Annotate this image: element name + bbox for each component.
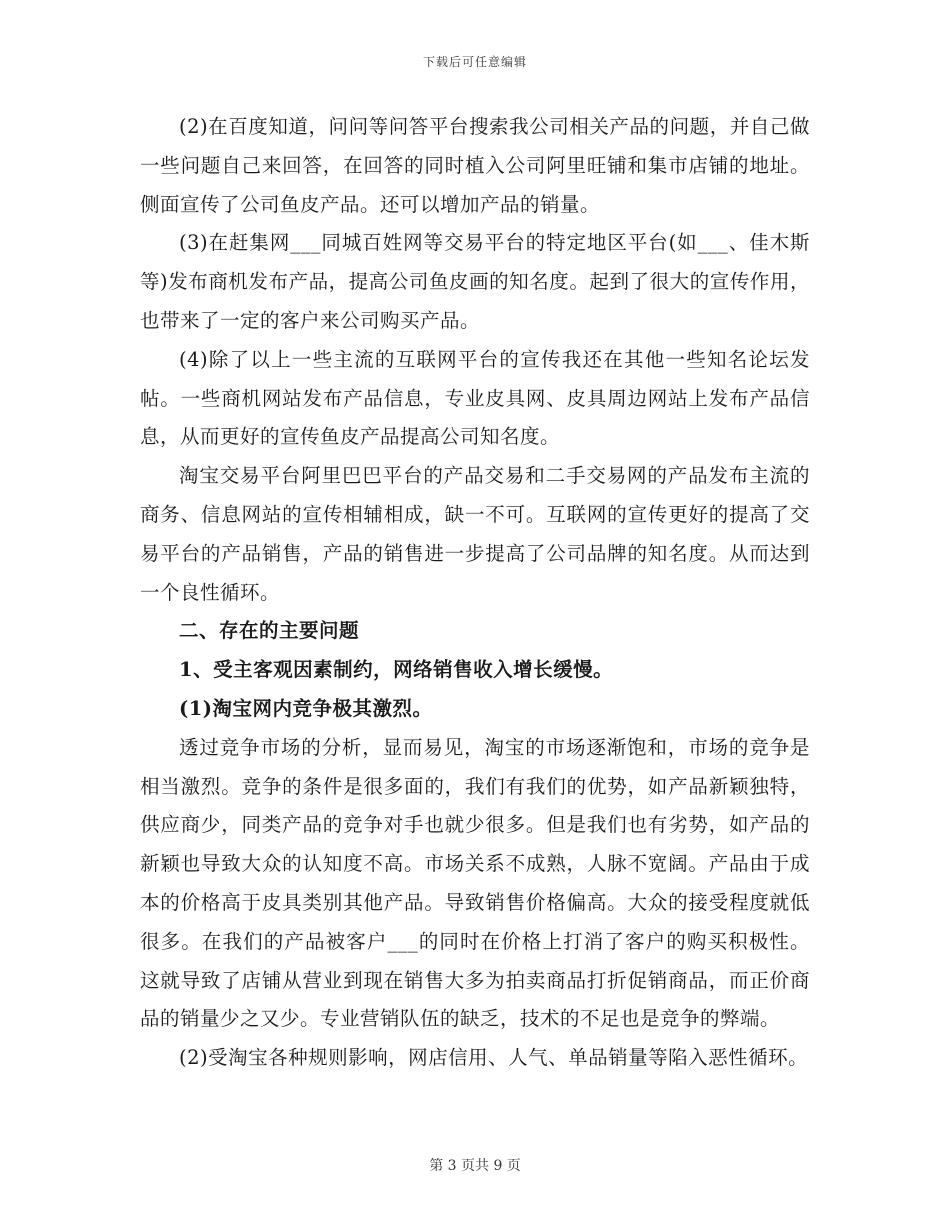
paragraph-forums: (4)除了以上一些主流的互联网平台的宣传我还在其他一些知名论坛发帖。一些商机网站发布产品信息，专业皮具网、皮具周边网站上发布产品信息，从而更好的宣传鱼皮产品提高公司知名度。 xyxy=(140,347,810,449)
section-heading-main-problems: 二、存在的主要问题 xyxy=(179,619,360,643)
subheading-taobao-competition: (1)淘宝网内竞争极其激烈。 xyxy=(179,696,433,720)
page-footer: 第 3 页共 9 页 xyxy=(429,1158,521,1174)
paragraph-ganji: (3)在赶集网___同城百姓网等交易平台的特定地区平台(如___、佳木斯等)发布商机发布产品，提高公司鱼皮画的知名度。起到了很大的宣传作用，也带来了一定的客户来公司购买产品。 xyxy=(140,231,810,332)
document-body xyxy=(140,108,810,1078)
paragraph-baidu-zhidao: (2)在百度知道，问问等问答平台搜索我公司相关产品的问题，并自己做一些问题自己来回答，在回答的同时植入公司阿里旺铺和集市店铺的地址。侧面宣传了公司鱼皮产品。还可以增加产品的销量。 xyxy=(140,115,810,216)
paragraph-taobao-rules: (2)受淘宝各种规则影响，网店信用、人气、单品销量等陷入恶性循环。 xyxy=(179,1046,809,1070)
page-header: 下载后可任意编辑 xyxy=(422,55,527,69)
subheading-sales-growth: 1、受主客观因素制约，网络销售收入增长缓慢。 xyxy=(179,658,614,682)
paragraph-competition-analysis: 透过竞争市场的分析，显而易见，淘宝的市场逐渐饱和，市场的竞争是相当激烈。竞争的条件是很多面的，我们有我们的优势，如产品新颖独特，供应商少，同类产品的竞争对手也就少很多。但是我们也有劣势，如产品的新颖也导致大众的认知度不高。市场关系不成熟，人脉不宽阔。产品由于成本的价格高于皮具类别其他产品。导致销售价格偏高。大众的接受程度就低很多。在我们的产品被客户___的同时在价格上打消了客户的购买积极性。这就导致了店铺从营业到现在销售大多为拍卖商品打折促销商品，而正价商品的销量少之又少。专业营销队伍的缺乏，技术的不足也是竞争的弊端。 xyxy=(140,735,810,1031)
paragraph-taobao-platform: 淘宝交易平台阿里巴巴平台的产品交易和二手交易网的产品发布主流的商务、信息网站的宣传相辅相成，缺一不可。互联网的宣传更好的提高了交易平台的产品销售，产品的销售进一步提高了公司品牌的知名度。从而达到一个良性循环。 xyxy=(140,464,810,604)
